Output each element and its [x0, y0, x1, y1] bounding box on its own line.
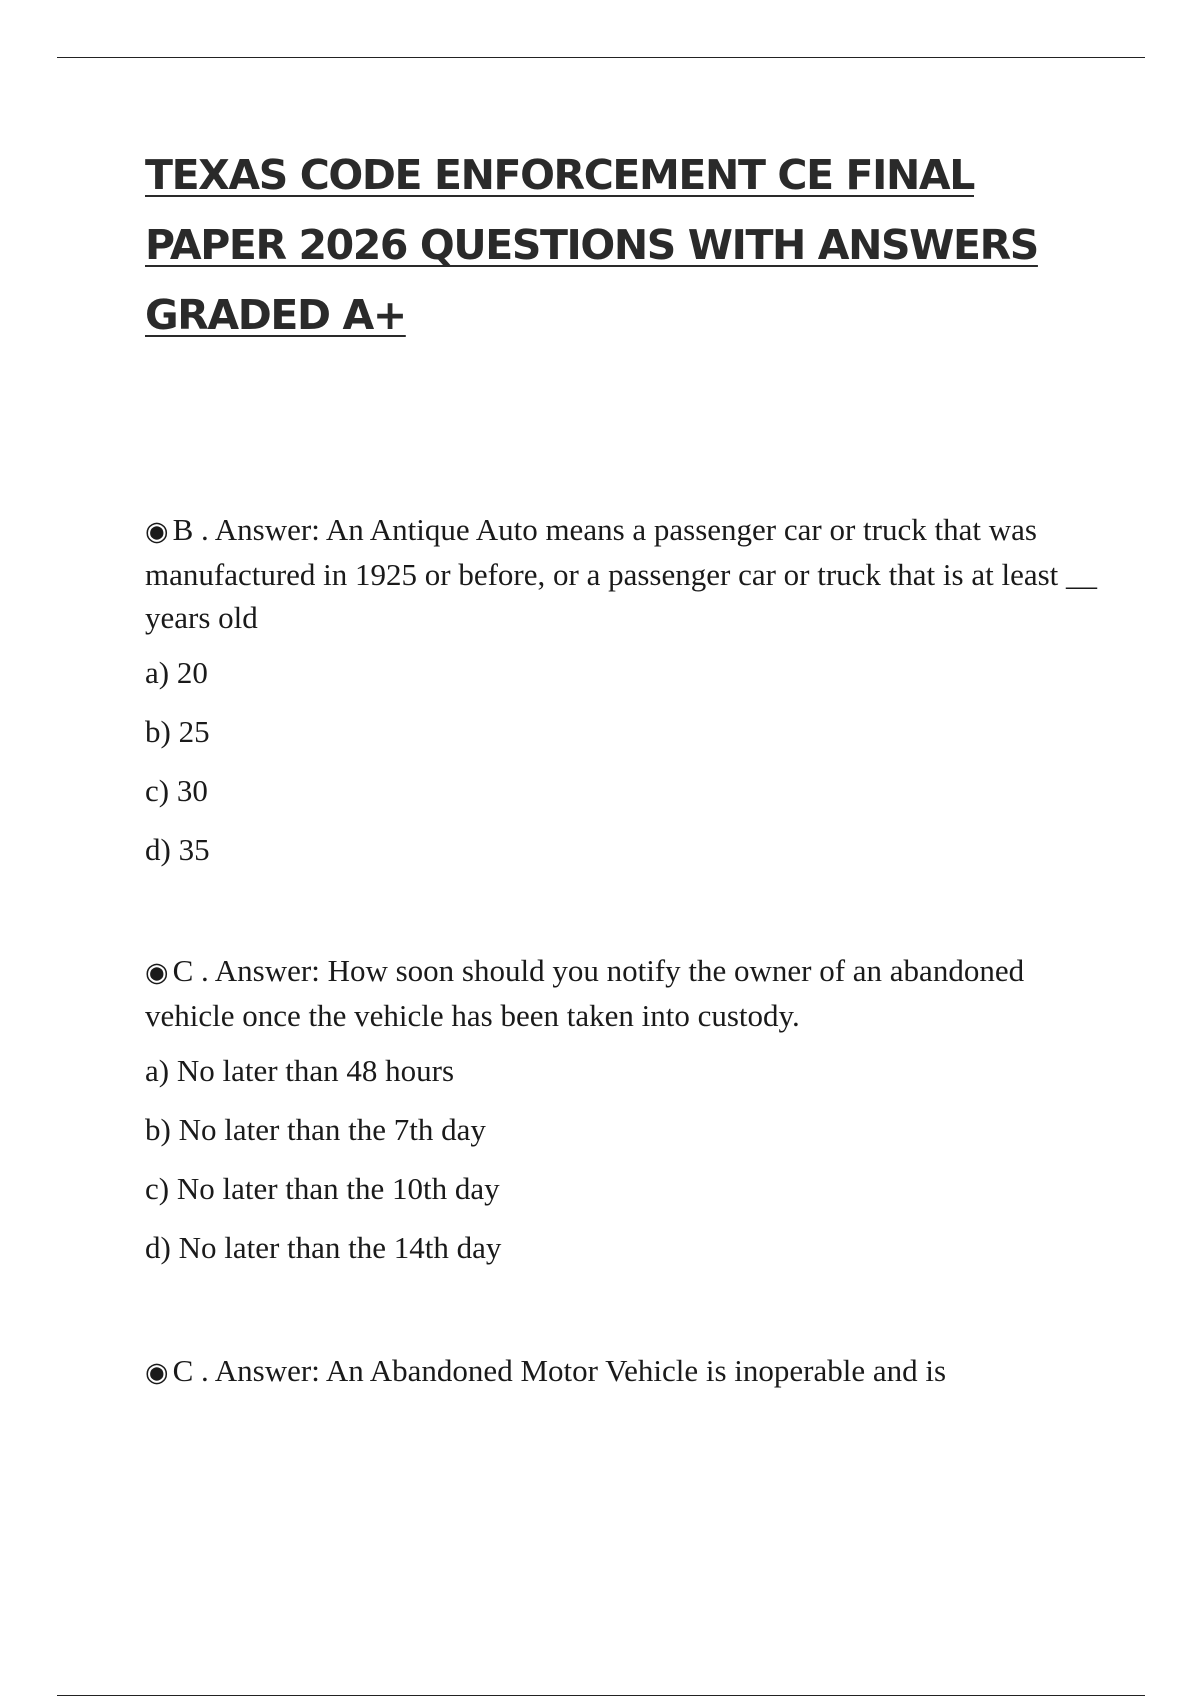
- option-list: [145, 1051, 1105, 1287]
- question-stem: [145, 508, 1105, 639]
- question-stem: [145, 1349, 1105, 1394]
- top-rule: [57, 57, 1145, 58]
- answer-marker-icon: ◉: [145, 1357, 169, 1387]
- answer-prefix: B . Answer:: [172, 512, 326, 547]
- option-d: d) No later than the 14th day: [145, 1230, 502, 1265]
- option-c: c) No later than the 10th day: [145, 1171, 500, 1206]
- option-list: [145, 653, 1105, 889]
- option-c: c) 30: [145, 773, 208, 808]
- question-3: [145, 1349, 1105, 1394]
- question-stem: [145, 949, 1105, 1037]
- option-d: d) 35: [145, 832, 210, 867]
- bottom-rule: [57, 1695, 1145, 1696]
- question-text: An Antique Auto means a passenger car or truck that was manufactured in 1925 or before, or a passenger car or truck that is at least __ years old: [145, 512, 1098, 635]
- option-a: a) No later than 48 hours: [145, 1053, 455, 1088]
- answer-prefix: C . Answer:: [172, 1353, 326, 1388]
- answer-marker-icon: ◉: [145, 516, 169, 546]
- option-b: b) No later than the 7th day: [145, 1112, 486, 1147]
- option-a: a) 20: [145, 655, 208, 690]
- question-text: An Abandoned Motor Vehicle is inoperable and is: [325, 1353, 947, 1388]
- answer-prefix: C . Answer:: [172, 953, 328, 988]
- answer-marker-icon: ◉: [145, 957, 169, 987]
- document-title: TEXAS CODE ENFORCEMENT CE FINAL PAPER 2026 QUESTIONS WITH ANSWERS GRADED A+: [145, 151, 1038, 339]
- question-text: How soon should you notify the owner of an abandoned vehicle once the vehicle has been taken into custody.: [145, 953, 1025, 1033]
- question-2: [145, 949, 1105, 1287]
- question-1: [145, 508, 1105, 889]
- option-b: b) 25: [145, 714, 210, 749]
